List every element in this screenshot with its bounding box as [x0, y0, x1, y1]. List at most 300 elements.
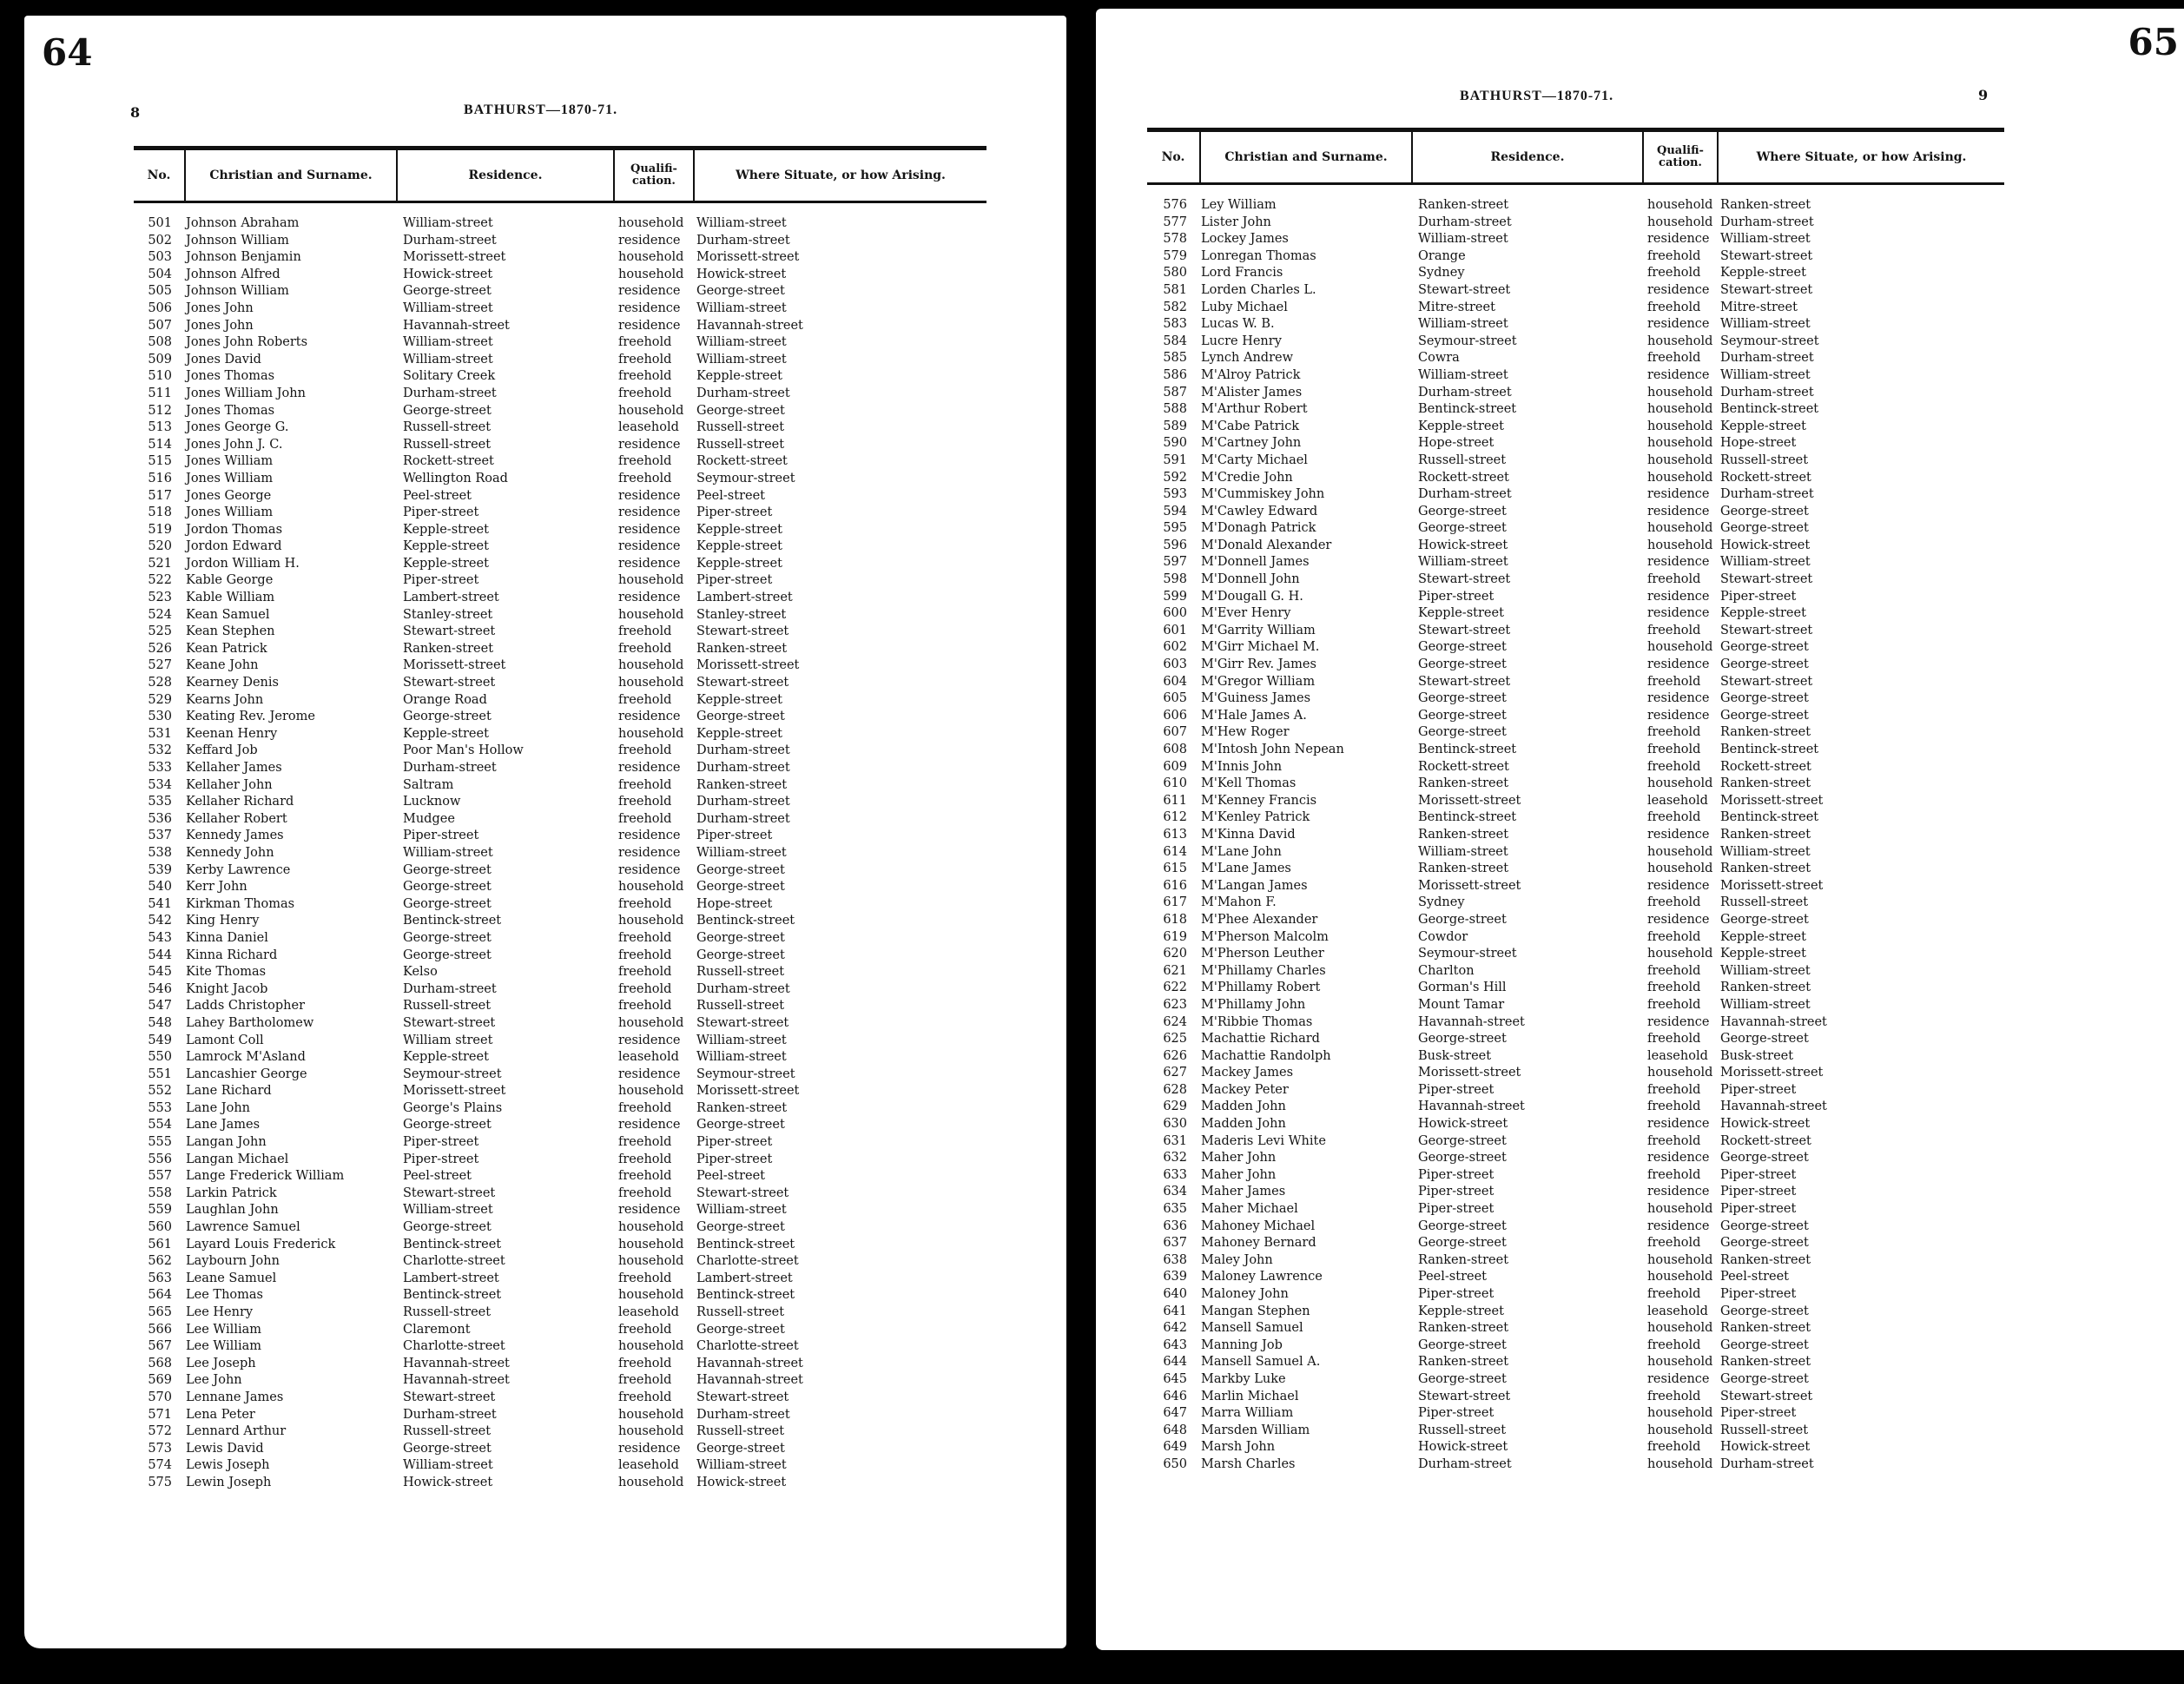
table-row — [1147, 1405, 2004, 1423]
table-row — [134, 1134, 986, 1152]
qualification: freehold — [618, 471, 672, 485]
residence: Kepple-street — [403, 539, 489, 554]
residence: Kepple-street — [1418, 606, 1504, 621]
residence: Russell-street — [1418, 1423, 1507, 1437]
residence: Busk-street — [1418, 1048, 1492, 1063]
entry-number: 559 — [148, 1203, 172, 1218]
qualification: freehold — [1647, 1389, 1701, 1403]
table-row — [1147, 231, 2004, 248]
where-situate: Rockett-street — [1720, 470, 1811, 485]
entry-number: 526 — [148, 641, 172, 656]
table-row — [1147, 690, 2004, 708]
elector-name: Madden John — [1201, 1117, 1286, 1132]
qualification: household — [618, 267, 684, 281]
elector-name: Kerby Lawrence — [186, 862, 291, 877]
right-page-running-head: BATHURST—1870-71. — [1460, 89, 1614, 103]
residence: William-street — [403, 216, 493, 230]
elector-name: Machattie Richard — [1201, 1032, 1320, 1047]
qualification: household — [1647, 844, 1713, 859]
entry-number: 614 — [1163, 844, 1187, 859]
qualification: residence — [618, 233, 681, 248]
where-situate: Ranken-street — [1720, 198, 1811, 212]
table-row — [1147, 401, 2004, 419]
elector-name: Lane Richard — [186, 1084, 272, 1099]
residence: Wellington Road — [403, 471, 508, 485]
table-row — [134, 1338, 986, 1356]
where-situate: Havannah-street — [696, 1373, 803, 1388]
qualification: freehold — [618, 1185, 672, 1200]
table-row — [1147, 350, 2004, 367]
elector-name: Langan Michael — [186, 1152, 289, 1166]
residence: Russell-street — [1418, 452, 1507, 467]
entry-number: 650 — [1163, 1456, 1187, 1471]
elector-name: Maher Michael — [1201, 1202, 1298, 1217]
entry-number: 522 — [148, 573, 172, 588]
table-row — [134, 300, 986, 318]
entry-number: 644 — [1163, 1355, 1187, 1370]
table-row — [1147, 1116, 2004, 1133]
entry-number: 571 — [148, 1407, 172, 1422]
elector-name: Lamrock M'Asland — [186, 1050, 306, 1065]
table-row — [134, 1457, 986, 1475]
entry-number: 501 — [148, 216, 172, 230]
where-situate: Lambert-street — [696, 1271, 793, 1285]
table-row — [1147, 282, 2004, 300]
qualification: household — [1647, 1355, 1713, 1370]
where-situate: Russell-street — [696, 965, 785, 980]
qualification: freehold — [1647, 997, 1701, 1012]
qualification: household — [618, 1475, 684, 1489]
qualification: freehold — [618, 811, 672, 826]
entry-number: 581 — [1163, 282, 1187, 297]
residence: Cowra — [1418, 351, 1460, 366]
entry-number: 585 — [1163, 351, 1187, 366]
residence: George-street — [403, 880, 492, 895]
elector-name: Mangan Stephen — [1201, 1304, 1310, 1318]
residence: Stewart-street — [403, 1015, 496, 1030]
residence: Piper-street — [1418, 589, 1494, 604]
elector-name: M'Pherson Leuther — [1201, 947, 1324, 961]
table-row — [1147, 1371, 2004, 1389]
qualification: residence — [1647, 912, 1710, 927]
table-row — [134, 1390, 986, 1407]
qualification: household — [618, 1015, 684, 1030]
entry-number: 616 — [1163, 878, 1187, 893]
table-row — [1147, 1065, 2004, 1082]
where-situate: Stewart-street — [696, 1390, 789, 1404]
entry-number: 597 — [1163, 555, 1187, 570]
qualification: freehold — [1647, 1100, 1701, 1114]
table-row — [1147, 435, 2004, 452]
table-row — [1147, 197, 2004, 215]
residence: Howick-street — [1418, 1117, 1508, 1132]
entry-number: 508 — [148, 335, 172, 350]
table-row — [134, 1168, 986, 1185]
qualification: residence — [1647, 555, 1710, 570]
table-row — [1147, 1235, 2004, 1252]
elector-name: M'Donagh Patrick — [1201, 521, 1316, 536]
where-situate: Russell-street — [696, 999, 785, 1014]
residence: Kepple-street — [1418, 419, 1504, 433]
elector-name: Kean Stephen — [186, 624, 275, 639]
table-row — [134, 726, 986, 743]
residence: Ranken-street — [403, 641, 494, 656]
where-situate: Peel-street — [1720, 1270, 1789, 1284]
qualification: residence — [1647, 589, 1710, 604]
residence: William-street — [403, 1458, 493, 1473]
where-situate: Morissett-street — [1720, 878, 1824, 893]
residence: Stanley-street — [403, 607, 493, 622]
table-row — [1147, 470, 2004, 487]
elector-name: Jordon Edward — [186, 539, 282, 554]
table-row — [134, 538, 986, 556]
entry-number: 648 — [1163, 1423, 1187, 1437]
where-situate: Rockett-street — [1720, 759, 1811, 774]
table-row — [134, 1253, 986, 1271]
qualification: freehold — [1647, 266, 1701, 281]
entry-number: 601 — [1163, 623, 1187, 637]
where-situate: Piper-street — [1720, 1167, 1797, 1182]
residence: Peel-street — [403, 1169, 472, 1184]
table-row — [1147, 963, 2004, 981]
entry-number: 577 — [1163, 215, 1187, 229]
elector-name: Laughlan John — [186, 1203, 279, 1218]
residence: George-street — [1418, 504, 1507, 518]
where-situate: Howick-street — [1720, 1117, 1811, 1132]
elector-name: Mansell Samuel A. — [1201, 1355, 1321, 1370]
residence: Havannah-street — [1418, 1014, 1525, 1029]
where-situate: George-street — [696, 1322, 785, 1337]
residence: William-street — [1418, 367, 1508, 382]
table-row — [134, 1033, 986, 1050]
entry-number: 557 — [148, 1169, 172, 1184]
where-situate: William-street — [696, 1458, 787, 1473]
entry-number: 633 — [1163, 1167, 1187, 1182]
entry-number: 513 — [148, 420, 172, 435]
qualification: freehold — [1647, 895, 1701, 910]
entry-number: 546 — [148, 981, 172, 996]
residence: Seymour-street — [1418, 333, 1517, 348]
elector-name: Machattie Randolph — [1201, 1048, 1331, 1063]
left-page-folio: 8 — [130, 104, 141, 121]
residence: Seymour-street — [1418, 947, 1517, 961]
where-situate: Ranken-street — [696, 777, 788, 792]
residence: Seymour-street — [403, 1067, 502, 1081]
where-situate: Piper-street — [1720, 1202, 1797, 1217]
elector-name: M'Alroy Patrick — [1201, 367, 1301, 382]
where-situate: Bentinck-street — [696, 1237, 795, 1251]
elector-name: M'Phee Alexander — [1201, 912, 1318, 927]
residence: George-street — [1418, 1236, 1507, 1251]
qualification: freehold — [1647, 572, 1701, 587]
elector-name: Kite Thomas — [186, 965, 267, 980]
qualification: residence — [618, 1067, 681, 1081]
entry-number: 599 — [1163, 589, 1187, 604]
table-row — [134, 1237, 986, 1254]
table-row — [1147, 605, 2004, 623]
elector-name: Lane James — [186, 1118, 261, 1133]
table-row — [1147, 809, 2004, 827]
qualification: freehold — [618, 1390, 672, 1404]
where-situate: Morissett-street — [1720, 793, 1824, 808]
where-situate: Rockett-street — [1720, 1133, 1811, 1148]
residence: Orange — [1418, 248, 1466, 263]
entry-number: 624 — [1163, 1014, 1187, 1029]
entry-number: 561 — [148, 1237, 172, 1251]
entry-number: 591 — [1163, 452, 1187, 467]
elector-name: M'Lane James — [1201, 862, 1291, 876]
table-row — [134, 981, 986, 999]
residence: Piper-street — [403, 829, 479, 843]
elector-name: Leane Samuel — [186, 1271, 277, 1285]
where-situate: George-street — [696, 403, 785, 418]
qualification: household — [1647, 333, 1713, 348]
residence: Peel-street — [403, 488, 472, 503]
residence: Piper-street — [1418, 1202, 1494, 1217]
where-situate: Peel-street — [696, 488, 765, 503]
table-row — [1147, 1082, 2004, 1100]
residence: Durham-street — [403, 233, 497, 248]
table-row — [1147, 776, 2004, 793]
table-row — [134, 368, 986, 386]
where-situate: Kepple-street — [1720, 606, 1806, 621]
table-row — [134, 913, 986, 930]
table-row — [134, 334, 986, 352]
where-situate: William-street — [1720, 963, 1811, 978]
qualification: residence — [1647, 317, 1710, 332]
where-situate: Stewart-street — [1720, 674, 1813, 689]
entry-number: 584 — [1163, 333, 1187, 348]
entry-number: 588 — [1163, 402, 1187, 417]
where-situate: Stewart-street — [696, 1185, 789, 1200]
residence: Russell-street — [403, 1424, 492, 1439]
entry-number: 641 — [1163, 1304, 1187, 1318]
table-row — [1147, 1099, 2004, 1116]
where-situate: George-street — [1720, 504, 1809, 518]
residence: Kepple-street — [403, 522, 489, 537]
entry-number: 555 — [148, 1135, 172, 1150]
elector-name: Jones Thomas — [186, 403, 275, 418]
where-situate: Piper-street — [1720, 1082, 1797, 1097]
residence: Piper-street — [1418, 1167, 1494, 1182]
elector-name: Lewin Joseph — [186, 1475, 272, 1489]
entry-number: 604 — [1163, 674, 1187, 689]
elector-name: Lord Francis — [1201, 266, 1283, 281]
left-page — [24, 16, 1066, 1648]
qualification: freehold — [1647, 810, 1701, 825]
residence: Stewart-street — [403, 624, 496, 639]
table-row — [134, 828, 986, 845]
qualification: household — [1647, 1423, 1713, 1437]
entry-number: 623 — [1163, 997, 1187, 1012]
table-row — [1147, 1048, 2004, 1066]
qualification: household — [1647, 1321, 1713, 1336]
table-row — [134, 760, 986, 777]
table-row — [134, 386, 986, 403]
entry-number: 590 — [1163, 436, 1187, 451]
qualification: freehold — [1647, 1440, 1701, 1455]
residence: Piper-street — [1418, 1406, 1494, 1421]
where-situate: George-street — [1720, 912, 1809, 927]
entry-number: 589 — [1163, 419, 1187, 433]
table-row — [134, 1407, 986, 1424]
elector-name: Lancashier George — [186, 1067, 307, 1081]
table-row — [1147, 589, 2004, 606]
qualification: household — [1647, 436, 1713, 451]
residence: Durham-street — [403, 981, 497, 996]
qualification: leasehold — [618, 1458, 679, 1473]
where-situate: Piper-street — [696, 573, 773, 588]
entry-number: 531 — [148, 726, 172, 741]
residence: Sydney — [1418, 895, 1465, 910]
table-row — [134, 352, 986, 369]
residence: Howick-street — [1418, 1440, 1508, 1455]
where-situate: George-street — [1720, 1371, 1809, 1386]
qualification: household — [1647, 1252, 1713, 1267]
elector-name: Lennard Arthur — [186, 1424, 287, 1439]
qualification: residence — [1647, 827, 1710, 842]
residence: Piper-street — [1418, 1082, 1494, 1097]
residence: Howick-street — [1418, 538, 1508, 552]
elector-name: Layard Louis Frederick — [186, 1237, 336, 1251]
entry-number: 542 — [148, 914, 172, 928]
elector-name: Laybourn John — [186, 1254, 280, 1269]
elector-name: Keating Rev. Jerome — [186, 710, 315, 724]
elector-name: Kennedy John — [186, 845, 274, 860]
where-situate: Stewart-street — [1720, 248, 1813, 263]
elector-name: Jones John Roberts — [186, 335, 308, 350]
qualification: household — [618, 1339, 684, 1354]
where-situate: Durham-street — [696, 233, 790, 248]
elector-name: Mahoney Michael — [1201, 1218, 1316, 1233]
where-situate: Stewart-street — [1720, 572, 1813, 587]
qualification: freehold — [1647, 743, 1701, 756]
elector-name: Johnson Alfred — [186, 267, 280, 281]
entry-number: 627 — [1163, 1066, 1187, 1080]
where-situate: Kepple-street — [696, 726, 782, 741]
entry-number: 535 — [148, 795, 172, 809]
entry-number: 548 — [148, 1015, 172, 1030]
table-row — [134, 249, 986, 267]
where-situate: Durham-street — [696, 743, 790, 758]
elector-name: Jones William John — [186, 386, 306, 400]
residence: Rockett-street — [1418, 470, 1509, 485]
table-row — [134, 1219, 986, 1237]
entry-number: 523 — [148, 591, 172, 605]
table-row — [134, 590, 986, 607]
where-situate: George-street — [1720, 1337, 1809, 1352]
table-row — [1147, 1269, 2004, 1286]
residence: Lambert-street — [403, 1271, 499, 1285]
qualification: freehold — [618, 386, 672, 400]
residence: George-street — [403, 930, 492, 945]
residence: Havannah-street — [403, 1356, 510, 1370]
table-row — [134, 1202, 986, 1219]
elector-name: Madden John — [1201, 1100, 1286, 1114]
qualification: residence — [618, 437, 681, 452]
entry-number: 594 — [1163, 504, 1187, 518]
qualification: household — [618, 1254, 684, 1269]
elector-name: Kable William — [186, 591, 275, 605]
where-situate: Morissett-street — [696, 250, 800, 265]
elector-name: Jones George — [186, 488, 272, 503]
elector-name: M'Kenley Patrick — [1201, 810, 1310, 825]
right-ledger-header — [1147, 128, 2004, 185]
table-row — [1147, 1286, 2004, 1304]
where-situate: Seymour-street — [696, 471, 795, 485]
entry-number: 593 — [1163, 487, 1187, 502]
left-ledger-table — [134, 146, 986, 1492]
elector-name: Marra William — [1201, 1406, 1294, 1421]
elector-name: M'Cummiskey John — [1201, 487, 1325, 502]
residence: Stewart-street — [1418, 572, 1511, 587]
qualification: household — [618, 1424, 684, 1439]
where-situate: Kepple-street — [1720, 419, 1806, 433]
qualification: household — [1647, 198, 1713, 212]
table-row — [1147, 316, 2004, 333]
residence: Rockett-street — [403, 454, 494, 469]
where-situate: William-street — [1720, 997, 1811, 1012]
table-row — [134, 556, 986, 573]
entry-number: 575 — [148, 1475, 172, 1489]
entry-number: 541 — [148, 896, 172, 911]
table-row — [1147, 827, 2004, 844]
residence: Charlton — [1418, 963, 1475, 978]
residence: Piper-street — [403, 1152, 479, 1166]
table-row — [134, 419, 986, 437]
qualification: freehold — [618, 692, 672, 707]
entry-number: 630 — [1163, 1117, 1187, 1132]
table-row — [134, 1100, 986, 1118]
table-row — [134, 1117, 986, 1134]
entry-number: 551 — [148, 1067, 172, 1081]
elector-name: Kerr John — [186, 880, 247, 895]
table-row — [1147, 367, 2004, 385]
elector-name: M'Carty Michael — [1201, 452, 1308, 467]
elector-name: Jordon William H. — [186, 556, 300, 571]
residence: George-street — [403, 862, 492, 877]
entry-number: 552 — [148, 1084, 172, 1099]
where-situate: Busk-street — [1720, 1048, 1794, 1063]
elector-name: Luby Michael — [1201, 300, 1288, 314]
table-row — [1147, 742, 2004, 759]
entry-number: 634 — [1163, 1185, 1187, 1199]
table-row — [1147, 1133, 2004, 1151]
qualification: freehold — [1647, 1133, 1701, 1148]
table-row — [1147, 265, 2004, 282]
residence: Mitre-street — [1418, 300, 1495, 314]
qualification: residence — [1647, 1371, 1710, 1386]
residence: Cowdor — [1418, 929, 1468, 944]
qualification: residence — [618, 284, 681, 299]
residence: Howick-street — [403, 1475, 493, 1489]
qualification: residence — [618, 591, 681, 605]
entry-number: 527 — [148, 658, 172, 673]
where-situate: William-street — [696, 845, 787, 860]
where-situate: Ranken-street — [1720, 776, 1811, 791]
residence: William-street — [403, 352, 493, 367]
qualification: residence — [618, 539, 681, 554]
where-situate: George-street — [696, 1220, 785, 1235]
where-situate: William-street — [1720, 555, 1811, 570]
residence: George-street — [1418, 691, 1507, 706]
where-situate: Havannah-street — [696, 1356, 803, 1370]
residence: William street — [403, 1033, 493, 1047]
entry-number: 536 — [148, 811, 172, 826]
where-situate: Ranken-street — [1720, 981, 1811, 995]
where-situate: Kepple-street — [1720, 947, 1806, 961]
where-situate: Seymour-street — [696, 1067, 795, 1081]
